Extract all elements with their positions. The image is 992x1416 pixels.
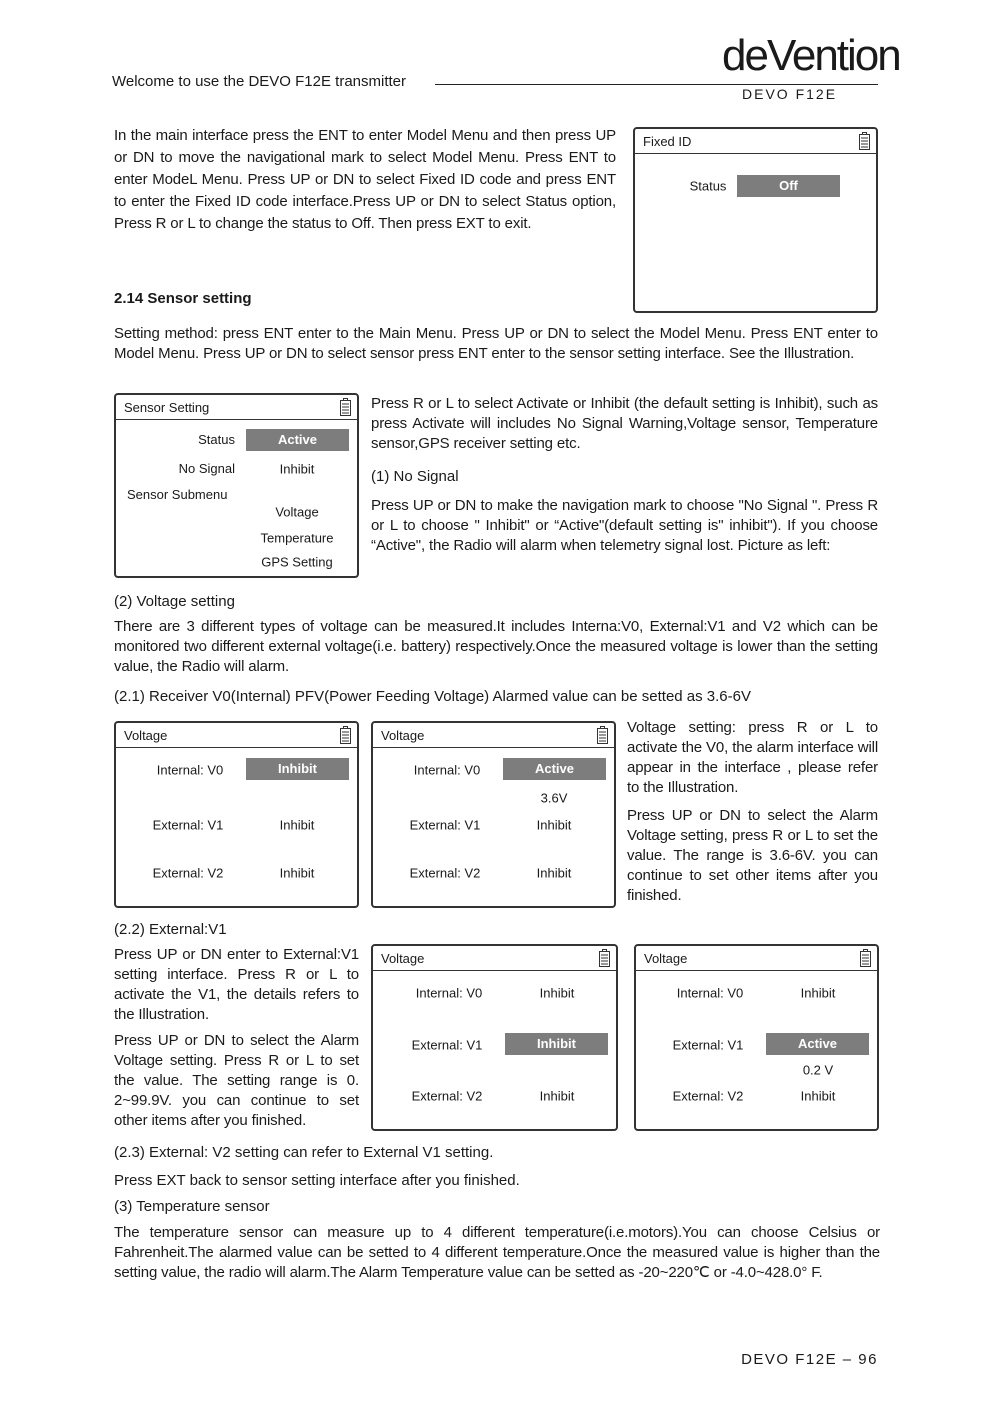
temperature-paragraph: The temperature sensor can measure up to 4 different temperature(i.e.motors).You can choose Celsius or Fahrenheit.The alarmed value can be setted to 4 different temperature.Once the measured value is higher than the setting value, the radio will alarm.The Alarm Temperature value can be setted as -20~220℃ or -4.0~428.0° F. (114, 1224, 880, 1281)
v0-paragraph-2: Press UP or DN to select the Alarm Voltage setting, press R or L to set the value. The range is 3.6-6V. you can continue to set other items after you finished. (627, 807, 878, 904)
v1-label: External: V1 (152, 817, 224, 833)
screen-title: Sensor Setting (124, 400, 210, 415)
intro-paragraph: In the main interface press the ENT to enter Model Menu and then press UP or DN to move the navigational mark to select Model Menu. Press ENT to enter ModeL Menu. Press UP or DN to select Fixed ID code and press ENT to enter the Fixed ID code interface.Press UP or DN to select Status option, Press R or L to change the status to Off. Then press EXT to exit. (114, 127, 616, 232)
v2-value: Inhibit (279, 865, 315, 881)
status-label: Status (198, 432, 235, 447)
status-value: Off (737, 175, 840, 197)
temperature-heading: (3) Temperature sensor (114, 1198, 270, 1215)
v0-value: Active (503, 758, 606, 780)
setting-method-paragraph: Setting method: press ENT enter to the Main Menu. Press UP or DN to select the Model Menu. Press ENT enter to Model Menu. Press UP or DN to select sensor press ENT enter to the sensor setting interface. See the Illustration. (114, 325, 878, 362)
screen-title: Voltage (124, 728, 168, 743)
submenu-gps-setting: GPS Setting (261, 554, 333, 570)
v1-value: Inhibit (536, 817, 572, 833)
v2-value: Inhibit (539, 1088, 575, 1104)
screen-title: Voltage (644, 951, 688, 966)
no-signal-value: Inhibit (279, 461, 315, 477)
status-label: Status (689, 178, 727, 194)
v1-label: External: V1 (411, 1037, 483, 1053)
no-signal-label: No Signal (178, 461, 235, 476)
battery-icon (859, 132, 870, 150)
voltage-heading: (2) Voltage setting (114, 593, 235, 610)
sensor-submenu-label: Sensor Submenu (127, 487, 228, 502)
v0-paragraph-1: Voltage setting: press R or L to activate the V0, the alarm interface will appear in the interface , please refer to the Illustration. (627, 719, 878, 796)
battery-icon (340, 398, 351, 416)
exit-note: Press EXT back to sensor setting interface after you finished. (114, 1172, 520, 1189)
v1-heading: (2.2) External:V1 (114, 921, 227, 938)
battery-icon (599, 949, 610, 967)
v1-value: Inhibit (505, 1033, 608, 1055)
header-model: DEVO F12E (742, 86, 838, 102)
battery-icon (860, 949, 871, 967)
v1-alarm-value: 0.2 V (802, 1062, 834, 1078)
v1-value: Inhibit (279, 817, 315, 833)
voltage-screen-v0-inhibit (114, 721, 359, 908)
v0-label: Internal: V0 (413, 762, 481, 778)
status-value: Active (246, 429, 349, 451)
voltage-screen-v0-active (371, 721, 616, 908)
v1-label: External: V1 (672, 1037, 744, 1053)
v2-value: Inhibit (800, 1088, 836, 1104)
page-footer: DEVO F12E – 96 (741, 1351, 878, 1368)
battery-icon (597, 726, 608, 744)
header-rule (435, 84, 878, 85)
submenu-voltage: Voltage (275, 504, 319, 520)
screen-title: Fixed ID (643, 134, 692, 149)
devention-logo: deVention (722, 31, 900, 80)
v2-note: (2.3) External: V2 setting can refer to External V1 setting. (114, 1144, 494, 1161)
submenu-temperature: Temperature (260, 530, 334, 546)
v0-label: Internal: V0 (415, 985, 483, 1001)
v0-value: Inhibit (246, 758, 349, 780)
v0-label: Internal: V0 (156, 762, 224, 778)
battery-icon (340, 726, 351, 744)
section-title: 2.14 Sensor setting (114, 290, 252, 307)
screen-title: Voltage (381, 728, 425, 743)
v2-label: External: V2 (152, 865, 224, 881)
v2-label: External: V2 (672, 1088, 744, 1104)
v2-label: External: V2 (409, 865, 481, 881)
v0-value: Inhibit (539, 985, 575, 1001)
sensor-setting-screen (114, 393, 359, 578)
v0-heading: (2.1) Receiver V0(Internal) PFV(Power Feeding Voltage) Alarmed value can be setted as 3.6-6V (114, 688, 751, 705)
sensor-paragraph: Press R or L to select Activate or Inhibit (the default setting is Inhibit), such as press Activate will includes No Signal Warning,Voltage sensor, Temperature sensor,GPS receiver setting etc. (371, 395, 878, 452)
v1-value: Active (766, 1033, 869, 1055)
no-signal-heading: (1) No Signal (371, 468, 459, 485)
v2-label: External: V2 (411, 1088, 483, 1104)
v0-value: Inhibit (800, 985, 836, 1001)
v1-paragraph-2: Press UP or DN to select the Alarm Voltage setting. Press R or L to set the value. The setting range is 0. 2~99.9V. you can continue to set other items after you finished. (114, 1032, 359, 1129)
v1-paragraph-1: Press UP or DN enter to External:V1 setting interface. Press R or L to activate the V1, the details refers to the Illustration. (114, 946, 359, 1023)
v0-label: Internal: V0 (676, 985, 744, 1001)
screen-title: Voltage (381, 951, 425, 966)
header-title: Welcome to use the DEVO F12E transmitter (112, 73, 407, 90)
v1-label: External: V1 (409, 817, 481, 833)
no-signal-paragraph: Press UP or DN to make the navigation mark to choose "No Signal ". Press R or L to choose " Inhibit" or “Active"(default setting is" inhibit"). If you choose “Active", the Radio will alarm when telemetry signal lost. Picture as left: (371, 497, 878, 554)
v2-value: Inhibit (536, 865, 572, 881)
v0-alarm-value: 3.6V (540, 790, 568, 806)
voltage-paragraph: There are 3 different types of voltage can be measured.It includes Interna:V0, External:V1 and V2 which can be monitored two different external voltage(i.e. battery) respectively.Once the measured voltage is lower than the setting value, the Radio will alarm. (114, 618, 878, 675)
voltage-screen-v1-active (634, 944, 879, 1131)
fixed-id-screen (633, 127, 878, 313)
voltage-screen-v1-inhibit (371, 944, 618, 1131)
